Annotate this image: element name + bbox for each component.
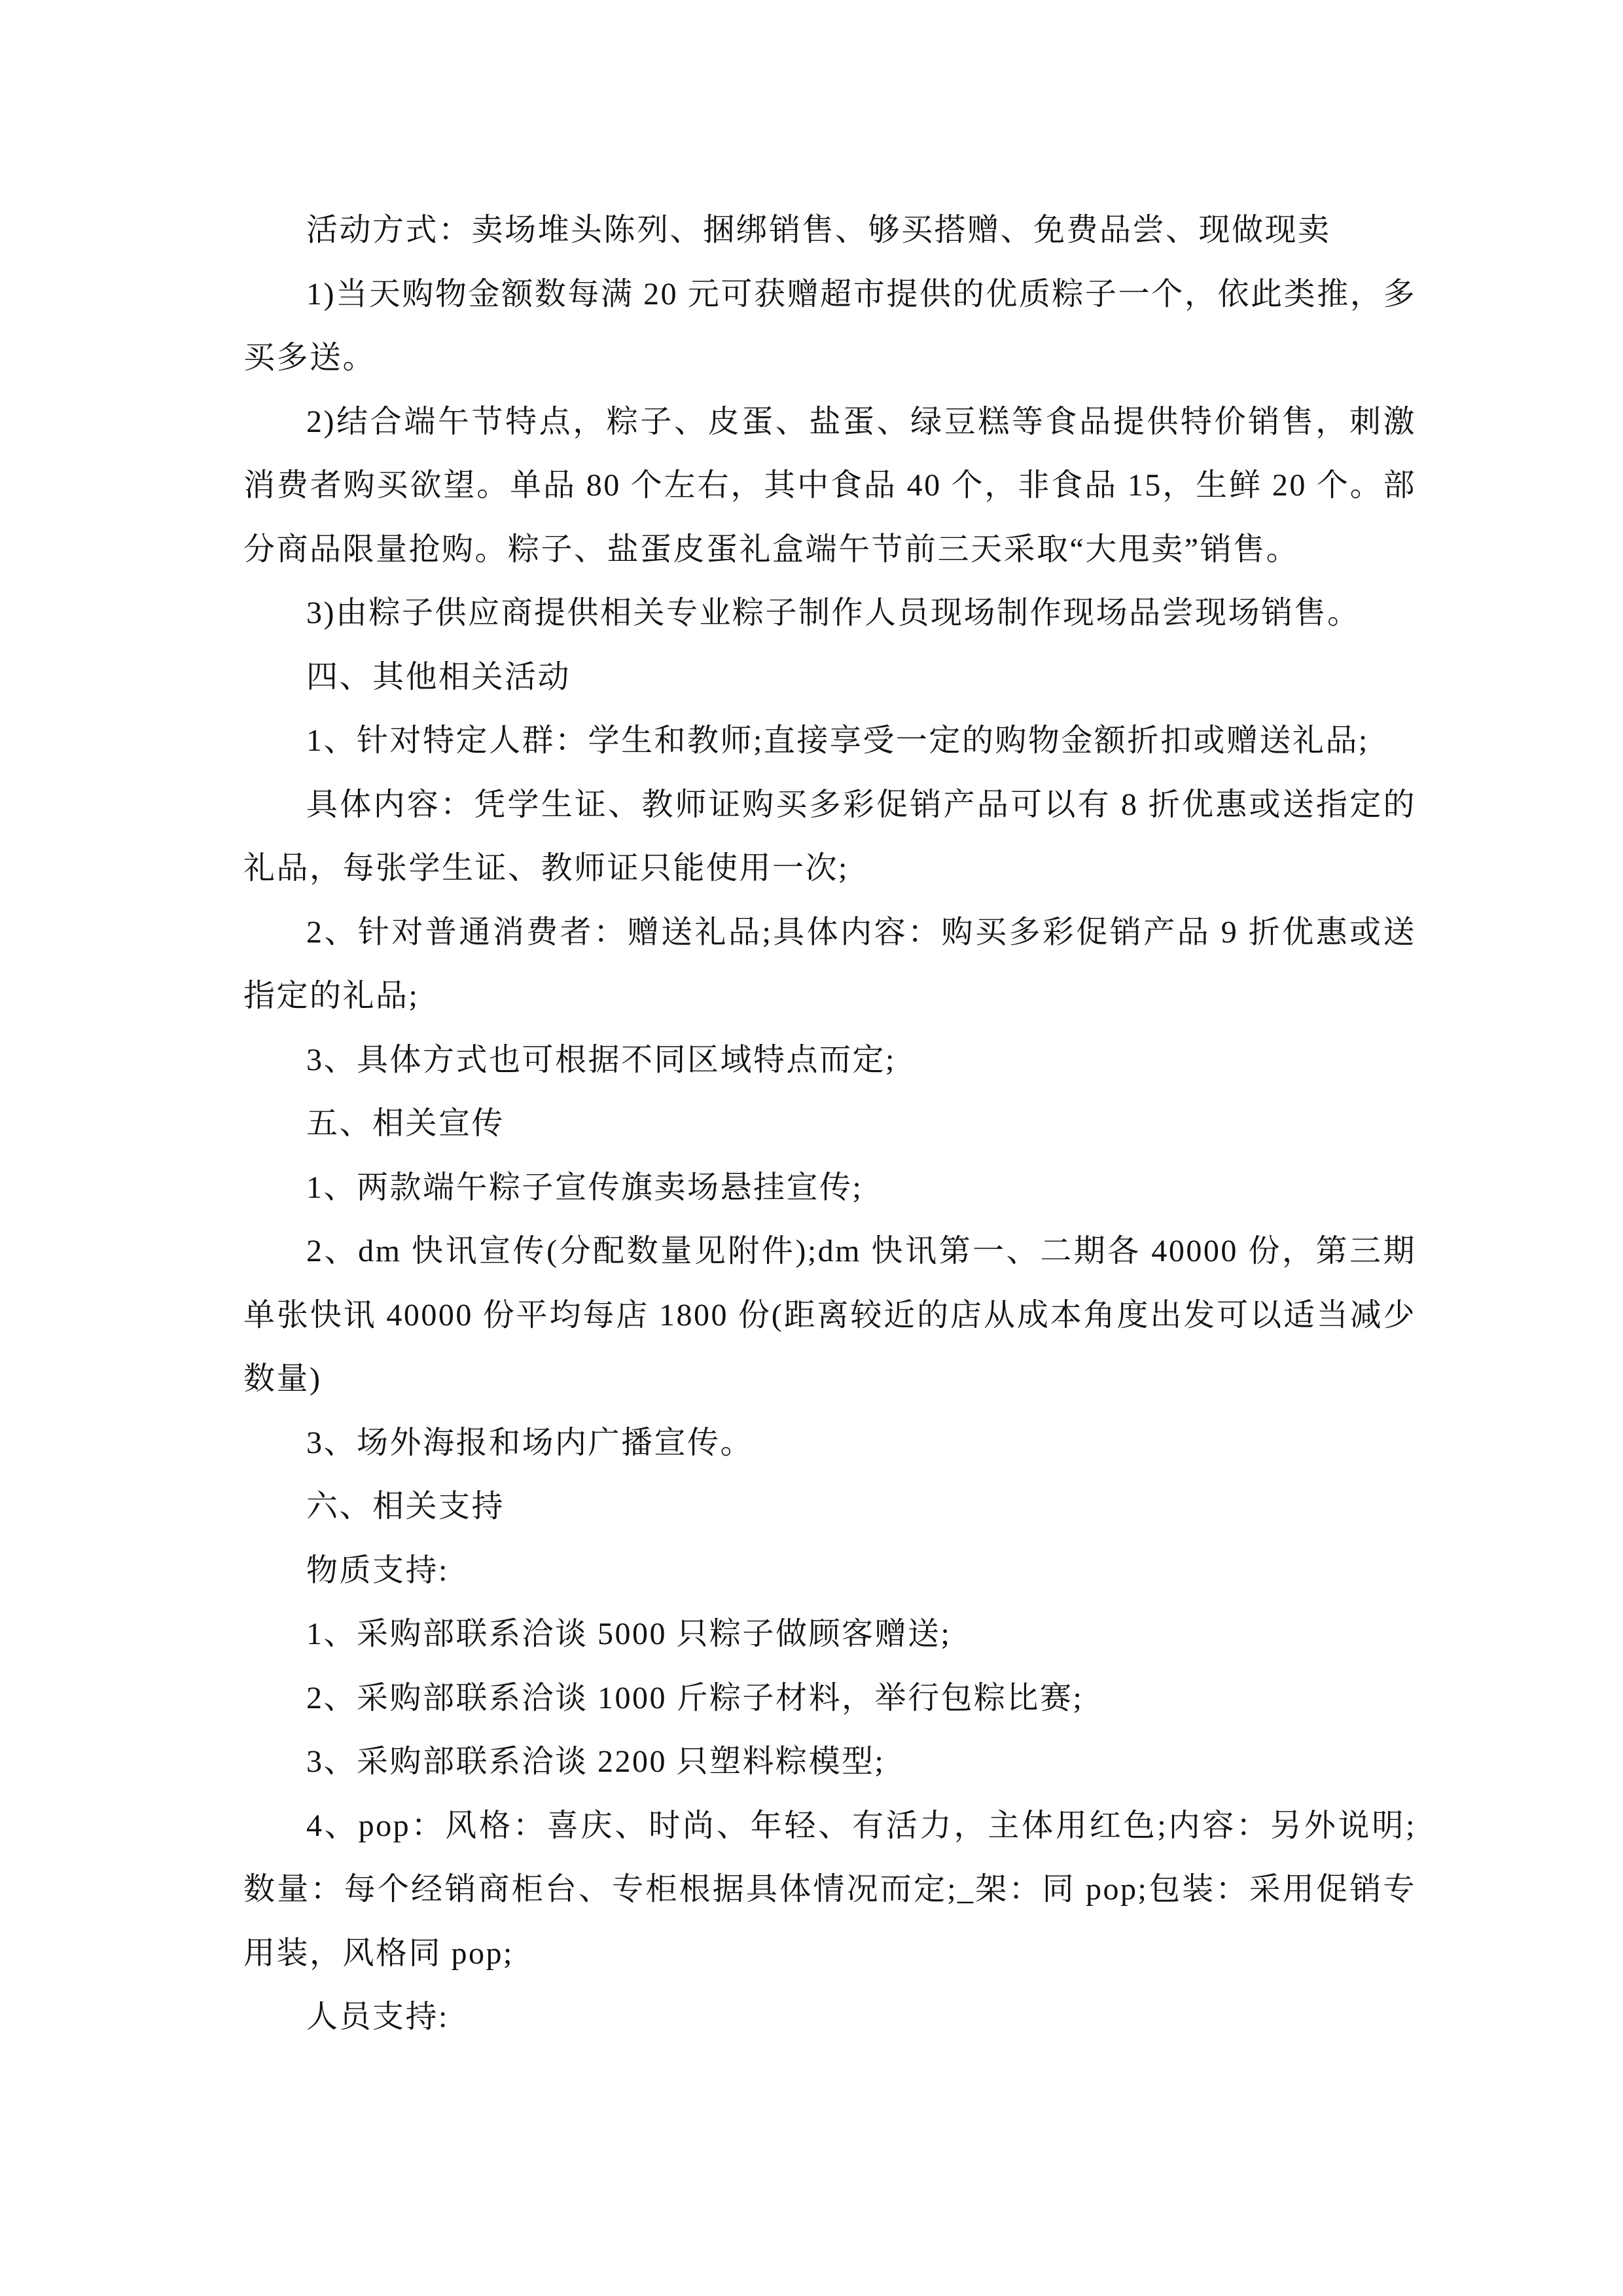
sub-label-material-support: 物质支持: [306, 1552, 449, 1588]
paragraph-item-3: 3)由粽子供应商提供相关专业粽子制作人员现场制作现场品尝现场销售。 [306, 596, 1361, 630]
paragraph-item-2: 2)结合端午节特点，粽子、皮蛋、盐蛋、绿豆糕等食品提供特价销售，刺激消费者购买欲望。单品 80 个左右，其中食品 40 个，非食品 15，生鲜 20 个。部分商品限量抢购。粽子、盐蛋皮蛋礼盒端午节前三天采取“大甩卖”销售。 [243, 404, 1416, 567]
section-heading-4: 四、其他相关活动 [306, 659, 571, 694]
paragraph-support-4-pop: 4、pop：风格：喜庆、时尚、年轻、有活力，主体用红色;内容：另外说明;数量：每个经销商柜台、专柜根据具体情况而定;_架：同 pop;包装：采用促销专用装，风格同 pop; [243, 1808, 1416, 1971]
section-heading-5: 五、相关宣传 [306, 1106, 505, 1141]
paragraph-target-groups-2: 2、针对普通消费者：赠送礼品;具体内容：购买多彩促销产品 9 折优惠或送指定的礼品; [243, 914, 1416, 1013]
paragraph-activity-method: 活动方式：卖场堆头陈列、捆绑销售、够买搭赠、免费品尝、现做现卖 [306, 213, 1331, 247]
paragraph-target-groups-detail: 具体内容：凭学生证、教师证购买多彩促销产品可以有 8 折优惠或送指定的礼品，每张学生证、教师证只能使用一次; [243, 787, 1416, 886]
document-body [243, 198, 1416, 2049]
paragraph-support-1: 1、采购部联系洽谈 5000 只粽子做顾客赠送; [306, 1617, 952, 1651]
paragraph-target-groups-3: 3、具体方式也可根据不同区域特点而定; [306, 1042, 896, 1077]
paragraph-target-groups-1: 1、针对特定人群：学生和教师;直接享受一定的购物金额折扣或赠送礼品; [306, 723, 1369, 758]
section-heading-6: 六、相关支持 [306, 1489, 505, 1524]
paragraph-promo-1: 1、两款端午粽子宣传旗卖场悬挂宣传; [306, 1170, 863, 1205]
paragraph-promo-2: 2、dm 快讯宣传(分配数量见附件);dm 快讯第一、二期各 40000 份，第三期单张快讯 40000 份平均每店 1800 份(距离较近的店从成本角度出发可以适当减少数量) [243, 1234, 1416, 1396]
paragraph-support-3: 3、采购部联系洽谈 2200 只塑料粽模型; [306, 1744, 885, 1779]
paragraph-promo-3: 3、场外海报和场内广播宣传。 [306, 1425, 754, 1460]
sub-label-personnel-support: 人员支持: [306, 2000, 449, 2034]
paragraph-item-1: 1)当天购物金额数每满 20 元可获赠超市提供的优质粽子一个，依此类推，多买多送。 [243, 276, 1416, 375]
paragraph-support-2: 2、采购部联系洽谈 1000 斤粽子材料，举行包粽比赛; [306, 1680, 1084, 1715]
